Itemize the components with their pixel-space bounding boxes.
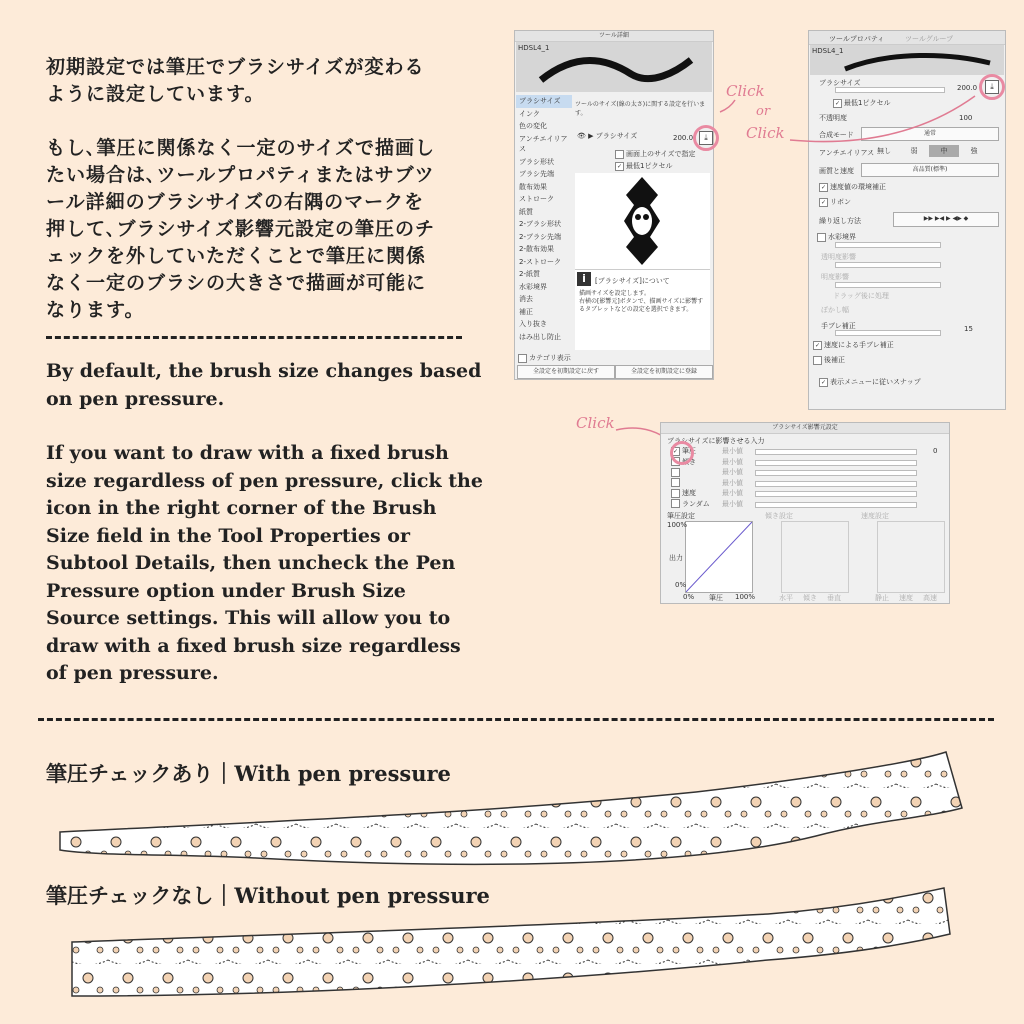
axis-label: 高速 (923, 594, 937, 602)
japanese-instructions (46, 54, 476, 351)
x-axis-mid: 筆圧 (709, 594, 723, 602)
highlight-ring (693, 125, 719, 151)
screen-size-option[interactable] (615, 149, 695, 159)
checkbox[interactable] (817, 233, 826, 242)
source-item-row (671, 467, 946, 478)
sidebar-item[interactable]: アンチエイリアス (519, 134, 568, 153)
lightness-slider[interactable] (835, 282, 941, 288)
speed-stabilization-option[interactable] (813, 340, 894, 350)
ribbon-option[interactable] (819, 197, 851, 207)
category-label: カテゴリ表示 (529, 354, 571, 362)
info-box (575, 269, 710, 350)
speed-correct-label: 速度値の環境補正 (830, 183, 886, 191)
sidebar-item[interactable]: 補正 (519, 307, 533, 316)
checkbox[interactable] (813, 356, 822, 365)
axis-label: 傾き (803, 594, 817, 602)
min-1px-option[interactable] (615, 161, 672, 171)
jp-paragraph-1: 初期設定では筆圧でブラシサイズが変わる ように設定しています。 (46, 56, 425, 105)
opacity-label: 不透明度 (819, 114, 847, 122)
brush-preview (810, 45, 1004, 75)
brush-name: HDSL4_1 (518, 44, 550, 52)
checkbox-checked[interactable]: ✓ (616, 162, 623, 170)
subtool-sidebar (516, 95, 572, 343)
or-annotation: or (756, 104, 771, 119)
brush-size-slider[interactable] (835, 87, 945, 93)
quality-select[interactable]: 高品質(標準) (861, 163, 999, 177)
source-item-label: 傾き (682, 457, 696, 466)
tilt-settings-label: 傾き設定 (765, 512, 793, 520)
tribal-mask-icon (620, 175, 664, 267)
checkbox[interactable]: ✓ (672, 447, 679, 455)
sidebar-item[interactable]: 2-ブラシ先端 (519, 232, 561, 241)
tool-property-tabs (809, 31, 1005, 45)
ribbon-label: リボン (830, 198, 851, 206)
aa-label: アンチエイリアス (819, 149, 875, 157)
checkbox-checked[interactable]: ✓ (820, 378, 827, 386)
sidebar-item[interactable]: 紙質 (519, 207, 533, 216)
min-value[interactable]: 0 (933, 447, 938, 455)
brush-size-label: ブラシサイズ (819, 79, 861, 87)
aa-option[interactable]: 強 (970, 147, 978, 155)
min-1px-label: 最低1ピクセル (844, 99, 891, 107)
checkbox[interactable] (615, 150, 624, 159)
lace-sample-with-pressure (56, 748, 968, 878)
watercolor-label: 水彩境界 (828, 233, 856, 241)
sidebar-item[interactable]: 消去 (519, 295, 533, 303)
brush-name: HDSL4_1 (812, 47, 844, 55)
snap-menu-label: 表示メニューに従いスナップ (830, 378, 921, 386)
long-divider (38, 718, 994, 721)
with-pressure-heading: 筆圧チェックあり｜With pen pressure (46, 761, 451, 786)
jp-paragraph-2: もし､筆圧に関係なく一定のサイズで描画し たい場合は､ツールプロパティまたはサブツ ール詳細のブラシサイズの右隅のマークを 押して､ブラシサイズ影響元設定の筆圧のチ ェックを外していただくことで筆圧に関係 なく一定のブラシの大きさで描画が可能に なります。 (46, 137, 435, 321)
source-item-row (671, 488, 946, 499)
speed-settings-label: 速度設定 (861, 512, 889, 520)
brush-size-row[interactable] (577, 131, 637, 141)
info-text: 描画サイズを設定します。 右横の[影響元]ボタンで、描画サイズに影響するタブレットなどの設定を選択できます。 (579, 290, 704, 313)
after-drag-label: ドラッグ後に処理 (833, 292, 889, 300)
pressure-source-icon[interactable]: ⤓ (985, 80, 999, 94)
speed-correct-option[interactable] (819, 182, 886, 192)
watercolor-option[interactable] (817, 232, 856, 242)
min-slider[interactable] (755, 449, 917, 455)
transparency-slider[interactable] (835, 262, 941, 268)
checkbox-checked[interactable]: ✓ (814, 341, 821, 349)
category-toggle[interactable] (518, 353, 571, 363)
sidebar-item[interactable]: 2-ストローク (519, 257, 561, 266)
checkbox[interactable] (671, 489, 680, 498)
quality-label: 画質と速度 (819, 167, 854, 175)
screen-size-label: 画面上のサイズで指定 (626, 150, 696, 158)
post-correction-option[interactable] (813, 355, 845, 365)
sidebar-item[interactable]: 2-ブラシ形状 (519, 220, 561, 228)
y-axis-mid: 出力 (669, 554, 683, 562)
aa-options (869, 145, 999, 157)
snap-menu-option[interactable] (819, 377, 921, 387)
sidebar-item[interactable]: ストローク (519, 195, 554, 203)
source-item-label: 速度 (682, 489, 696, 497)
sidebar-item[interactable]: ブラシ先端 (519, 170, 554, 178)
highlight-ring (979, 74, 1005, 100)
checkbox[interactable] (671, 499, 680, 508)
tilt-curve (781, 521, 849, 593)
transparency-label: 透明度影響 (821, 253, 856, 261)
stabilization-value[interactable]: 15 (964, 325, 973, 333)
blur-label: ぼかし幅 (821, 306, 849, 314)
eye-icon[interactable]: 👁 (577, 132, 586, 140)
sidebar-item[interactable]: ブラシサイズ (516, 95, 572, 108)
min-1px-label: 最低1ピクセル (626, 162, 673, 170)
checkbox-checked[interactable]: ✓ (820, 198, 827, 206)
y-axis-bottom: 0% (675, 581, 687, 589)
axis-label: 速度 (899, 594, 913, 602)
x-axis-left: 0% (683, 593, 695, 601)
stabilization-slider[interactable] (835, 330, 941, 336)
lace-sample-without-pressure (68, 884, 952, 1004)
checkbox-checked[interactable]: ✓ (820, 183, 827, 191)
checkbox-checked[interactable]: ✓ (834, 99, 841, 107)
description-text: ツールのサイズ(線の太さ)に関する設定を行います。 (575, 101, 706, 117)
min-label: 最小値 (722, 478, 743, 487)
source-group-label: ブラシサイズに影響させる入力 (667, 437, 765, 445)
sidebar-item[interactable]: はみ出し防止 (519, 332, 561, 341)
tab-tool-property[interactable]: ツールプロパティ (829, 35, 885, 43)
expand-icon[interactable]: ▶ (588, 132, 594, 140)
pressure-settings-label: 筆圧設定 (667, 512, 695, 520)
sidebar-item[interactable]: 入り抜き (519, 320, 547, 328)
min-label: 最小値 (722, 468, 743, 476)
en-paragraph-2: If you want to draw with a fixed brush size regardless of pen pressure, click the icon in the right corner of the Brush Size field in the Tool Properties or Subtool Details, then uncheck the Pen Pressure option under Brush Size Source settings. This will allow you to draw with a fixed brush size regardless of pen pressure. (46, 442, 483, 684)
en-paragraph-1: By default, the brush size changes based on pen pressure. (46, 360, 482, 410)
short-divider (46, 336, 462, 339)
info-title: [ブラシサイズ]について (595, 277, 670, 285)
tool-property-panel (808, 30, 1006, 410)
repeat-label: 繰り返し方法 (819, 217, 861, 225)
min-label: 最小値 (722, 457, 743, 466)
pressure-curve-line (686, 522, 752, 592)
brush-stroke-preview (536, 52, 696, 88)
checkbox[interactable] (671, 468, 680, 477)
aa-option[interactable]: 無し (877, 147, 891, 155)
reset-all-button[interactable]: 全設定を初期設定に戻す (517, 365, 615, 379)
subtool-detail-panel (514, 30, 714, 380)
sidebar-item[interactable]: 散布効果 (519, 182, 547, 191)
min-slider[interactable] (755, 491, 917, 497)
sidebar-item[interactable]: 水彩境界 (519, 282, 547, 291)
source-settings-title: ブラシサイズ影響元設定 (661, 423, 949, 434)
min-label: 最小値 (722, 499, 743, 508)
aa-option[interactable]: 中 (929, 145, 959, 157)
x-axis-right: 100% (735, 593, 756, 601)
sidebar-item[interactable]: 色の変化 (519, 122, 547, 130)
min-label: 最小値 (722, 447, 743, 455)
lightness-label: 明度影響 (821, 273, 849, 281)
pressure-checkbox-ring (670, 441, 694, 465)
blend-select[interactable]: 通常 (861, 127, 999, 141)
min-label: 最小値 (722, 489, 743, 497)
click-annotation-3: Click (576, 414, 615, 432)
sidebar-item[interactable]: インク (519, 109, 540, 118)
source-item-label: 筆圧 (682, 447, 696, 455)
axis-label: 水平 (779, 594, 793, 602)
pressure-source-icon[interactable]: ⤓ (699, 131, 713, 145)
checkbox[interactable] (671, 478, 680, 487)
brush-size-value[interactable]: 200.0 (673, 134, 694, 142)
aa-option[interactable]: 弱 (910, 147, 918, 155)
watercolor-slider[interactable] (835, 242, 941, 248)
pressure-curve[interactable] (685, 521, 753, 593)
brush-size-value[interactable]: 200.0 (957, 84, 978, 92)
source-item-row (671, 457, 946, 468)
sidebar-item[interactable]: ブラシ形状 (519, 157, 554, 166)
repeat-options[interactable]: ▶▶ ▶◀ ▶ ◀▶ ◆ (893, 212, 999, 227)
min-slider[interactable] (755, 470, 917, 476)
axis-label: 静止 (875, 594, 889, 602)
info-icon: i (577, 272, 591, 286)
register-all-button[interactable]: 全設定を初期設定に登録 (615, 365, 713, 379)
source-item-label: ランダム (682, 499, 710, 508)
tab-tool-group[interactable]: ツールグループ (905, 35, 954, 43)
click-annotation-1: Click (726, 82, 765, 100)
speed-x-labels (875, 593, 947, 603)
blend-label: 合成モード (819, 131, 854, 139)
tilt-x-labels (779, 593, 851, 603)
source-item-row (671, 499, 946, 510)
post-correction-label: 後補正 (824, 356, 845, 364)
without-pressure-heading: 筆圧チェックなし｜Without pen pressure (46, 883, 490, 908)
click-annotation-2: Click (746, 124, 785, 142)
y-axis-top: 100% (667, 521, 688, 529)
min-slider[interactable] (755, 502, 917, 508)
brush-size-label: ブラシサイズ (595, 132, 638, 140)
axis-label: 垂直 (827, 594, 841, 602)
checkbox[interactable] (518, 354, 527, 363)
source-settings-panel (660, 422, 950, 604)
source-item-row (671, 446, 946, 457)
source-item-row (671, 478, 946, 489)
speed-curve (877, 521, 945, 593)
stabilization-label: 手ブレ補正 (821, 322, 856, 330)
sidebar-item[interactable]: 2-散布効果 (519, 245, 554, 253)
sidebar-item[interactable]: 2-紙質 (519, 270, 540, 278)
opacity-value[interactable]: 100 (959, 114, 973, 122)
brush-stroke-preview (840, 49, 1000, 73)
english-instructions (46, 358, 486, 715)
speed-stabilization-label: 速度による手ブレ補正 (824, 341, 894, 349)
subtool-detail-titlebar: ツール詳細 (515, 31, 713, 42)
brush-preview (516, 42, 712, 92)
min-slider[interactable] (755, 481, 917, 487)
min-1px-option[interactable] (833, 98, 890, 108)
min-slider[interactable] (755, 460, 917, 466)
brush-tip-preview (575, 173, 710, 269)
